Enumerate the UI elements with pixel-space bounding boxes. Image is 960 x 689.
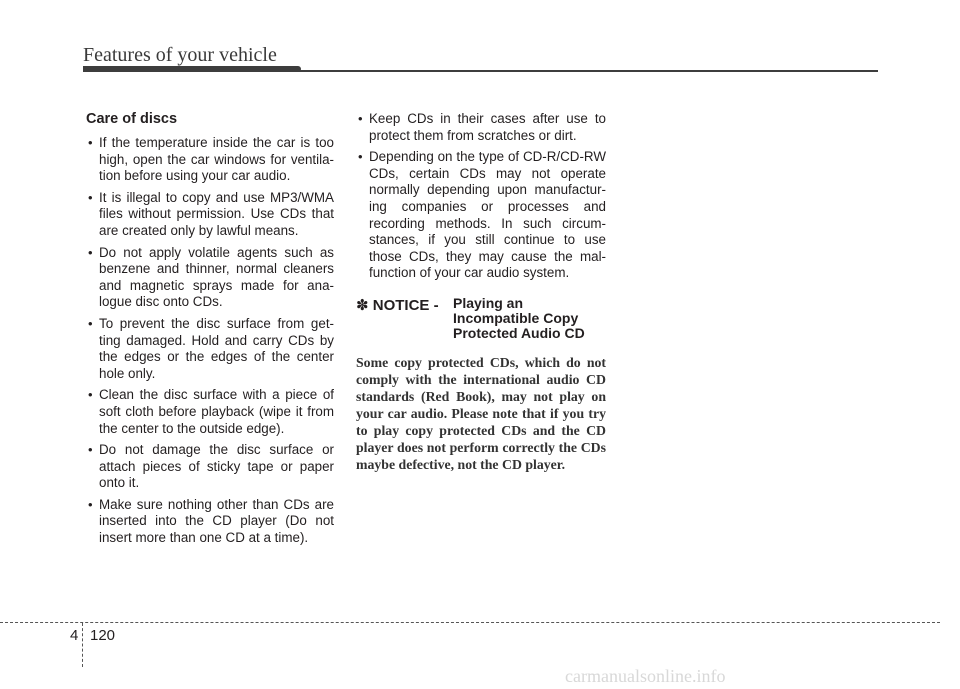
bullet-icon: • xyxy=(88,387,93,403)
cd-tips-list xyxy=(356,111,606,282)
notice-heading xyxy=(356,296,606,350)
list-item-text: Clean the disc surface with a piece of soft cloth before playback (wipe it from the center to the outside edge). xyxy=(99,387,334,436)
list-item-text: If the temperature inside the car is too high, open the car windows for ventila-tion before using your car audio. xyxy=(99,135,334,184)
notice-title-line: Protected Audio CD xyxy=(453,324,585,341)
list-item-text: Keep CDs in their cases after use to protect them from scratches or dirt. xyxy=(369,111,606,143)
list-item xyxy=(86,135,334,185)
bullet-icon: • xyxy=(88,189,93,205)
footer-divider xyxy=(0,622,940,623)
bullet-icon: • xyxy=(358,111,363,126)
bullet-icon: • xyxy=(88,315,93,331)
care-of-discs-list xyxy=(86,135,334,547)
bullet-icon: • xyxy=(88,135,93,150)
notice-body: Some copy protected CDs, which do not comply with the international audio CD standards (Red Book), may not play on your car audio. Please note that if you try to play copy protected CDs and the CD player does not perform correctly the CDs maybe defective, not the CD player. xyxy=(356,354,606,472)
list-item xyxy=(86,442,334,492)
notice-title-line: Playing an xyxy=(453,294,524,311)
notice-label: ✽ NOTICE - xyxy=(356,296,439,314)
list-item xyxy=(356,111,606,144)
list-item-text: Do not apply volatile agents such as benzene and thinner, normal cleaners and magnetic sprays made for ana-logue disc onto CDs. xyxy=(99,244,334,310)
notice-title xyxy=(453,296,613,341)
list-item xyxy=(86,316,334,382)
list-item xyxy=(356,149,606,282)
list-item xyxy=(86,387,334,437)
list-item xyxy=(86,245,334,311)
list-item-text: Depending on the type of CD-R/CD-RW CDs, certain CDs may not operate normally depending upon manufactur-ing companies or processes and recording methods. In such circum-stances, if you still continue to use those CDs, they may cause the mal-function of your car audio system. xyxy=(369,149,606,281)
list-item-text: It is illegal to copy and use MP3/WMA files without permission. Use CDs that are created only by lawful means. xyxy=(99,189,334,238)
footer-vertical-divider xyxy=(82,623,83,667)
bullet-icon: • xyxy=(88,496,93,512)
bullet-icon: • xyxy=(358,149,363,165)
header-rule-thick xyxy=(83,66,301,72)
left-column xyxy=(86,111,334,552)
page-header-title: Features of your vehicle xyxy=(83,44,277,66)
right-column xyxy=(356,111,606,473)
watermark: carmanualsonline.info xyxy=(565,666,726,686)
section-heading: Care of discs xyxy=(86,111,178,127)
list-item xyxy=(86,190,334,240)
list-item xyxy=(86,497,334,547)
list-item-text: To prevent the disc surface from get-ting damaged. Hold and carry CDs by the edges or the edges of the center hole only. xyxy=(99,315,334,381)
header-rule-thin xyxy=(296,70,878,72)
bullet-icon: • xyxy=(88,442,93,458)
list-item-text: Make sure nothing other than CDs are inserted into the CD player (Do not insert more than one CD at a time). xyxy=(99,496,334,546)
list-item-text: Do not damage the disc surface or attach pieces of sticky tape or paper onto it. xyxy=(99,442,334,491)
chapter-number: 4 xyxy=(70,627,79,644)
notice-title-line: Incompatible Copy xyxy=(453,309,579,326)
page-number: 120 xyxy=(90,627,116,644)
bullet-icon: • xyxy=(88,244,93,260)
